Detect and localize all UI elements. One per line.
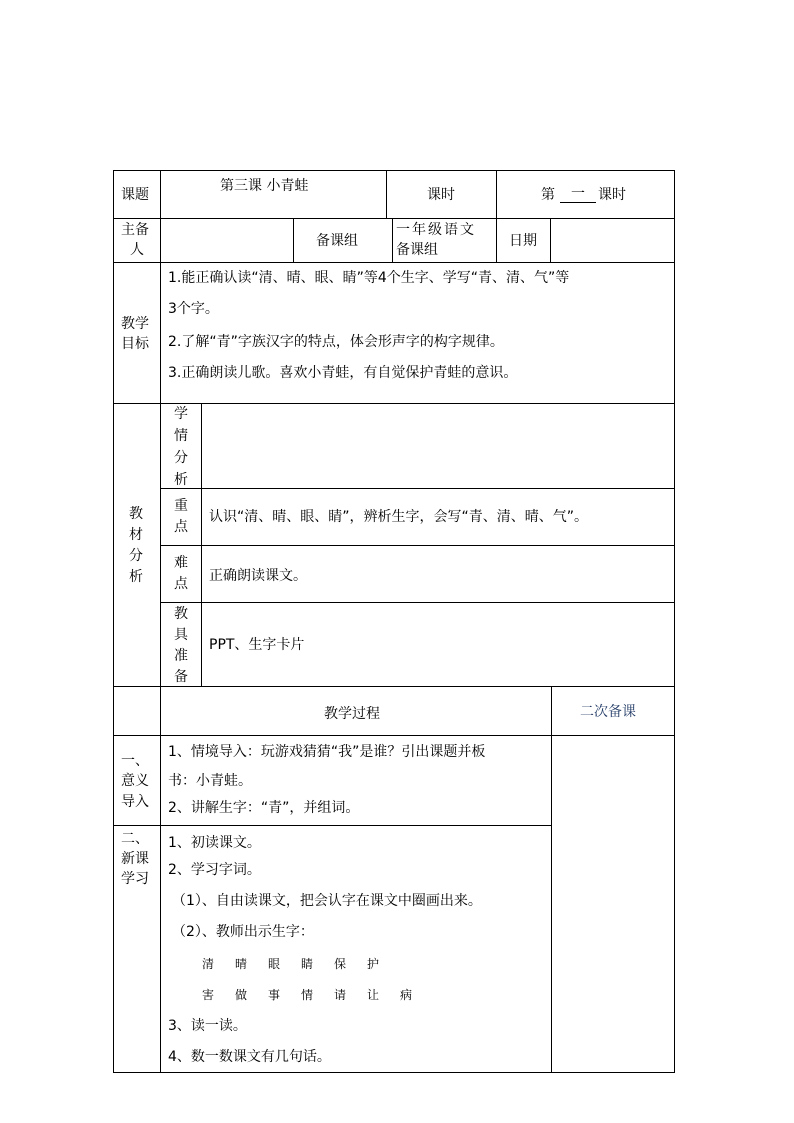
goals-label: 教学 bbox=[121, 316, 149, 332]
char: 情 bbox=[301, 988, 314, 1002]
student-analysis-label: 分 bbox=[174, 450, 188, 466]
step2-line: （1）、自由读课文，把会认字在课文中圈画出来。 bbox=[172, 893, 482, 909]
step1-label: 导入 bbox=[121, 794, 149, 810]
key-point-label: 点 bbox=[174, 519, 188, 535]
column-divider bbox=[551, 686, 552, 1073]
char: 护 bbox=[367, 957, 380, 971]
difficult-point-value: 正确朗读课文。 bbox=[209, 568, 307, 584]
lead-label: 主备 bbox=[121, 222, 149, 238]
step2-line: 2、学习字词。 bbox=[168, 862, 261, 878]
step2-line: 3、读一读。 bbox=[168, 1018, 247, 1034]
char-row-2 bbox=[202, 986, 433, 1003]
row-divider bbox=[113, 218, 675, 219]
tools-label: 准 bbox=[174, 648, 188, 664]
row-divider bbox=[113, 262, 675, 263]
date-label: 日期 bbox=[509, 233, 537, 249]
char: 病 bbox=[400, 988, 413, 1002]
lead-label-cont: 人 bbox=[130, 242, 144, 258]
row-divider bbox=[160, 545, 675, 546]
column-divider bbox=[386, 170, 387, 218]
process-header: 教学过程 bbox=[324, 706, 380, 722]
column-divider bbox=[293, 218, 294, 262]
key-point-label: 重 bbox=[174, 498, 188, 514]
group-value-cont: 备课组 bbox=[396, 242, 438, 258]
step1-label: 意义 bbox=[121, 773, 149, 789]
analysis-label: 析 bbox=[129, 569, 143, 585]
tools-label: 备 bbox=[174, 669, 188, 685]
row-divider bbox=[113, 403, 675, 404]
difficult-point-label: 难 bbox=[174, 555, 188, 571]
period-prefix: 第 bbox=[541, 187, 555, 203]
second-prep-header: 二次备课 bbox=[580, 704, 636, 720]
column-divider bbox=[160, 170, 161, 1073]
column-divider bbox=[550, 218, 551, 262]
char: 请 bbox=[334, 988, 347, 1002]
char: 事 bbox=[268, 988, 281, 1002]
char: 睛 bbox=[301, 957, 314, 971]
char: 让 bbox=[367, 988, 380, 1002]
row-divider bbox=[160, 488, 675, 489]
period-suffix: 课时 bbox=[598, 187, 626, 203]
analysis-label: 教 bbox=[129, 506, 143, 522]
goal-1-cont: 3个字。 bbox=[168, 301, 219, 317]
analysis-label: 分 bbox=[129, 548, 143, 564]
char: 清 bbox=[202, 957, 215, 971]
char: 害 bbox=[202, 988, 215, 1002]
goal-2: 2.了解“青”字族汉字的特点，体会形声字的构字规律。 bbox=[168, 334, 504, 350]
student-analysis-label: 情 bbox=[174, 428, 188, 444]
step2-label: 二、 bbox=[121, 831, 149, 847]
step2-line: 4、数一数课文有几句话。 bbox=[168, 1049, 331, 1065]
char: 眼 bbox=[268, 957, 281, 971]
tools-label: 具 bbox=[174, 627, 188, 643]
period-label: 课时 bbox=[427, 187, 455, 203]
char: 做 bbox=[235, 988, 248, 1002]
student-analysis-label: 学 bbox=[174, 406, 188, 422]
char: 保 bbox=[334, 957, 347, 971]
column-divider bbox=[201, 403, 202, 686]
row-divider bbox=[113, 686, 675, 687]
topic-label: 课题 bbox=[121, 187, 149, 203]
step1-line: 书：小青蛙。 bbox=[168, 773, 252, 789]
goal-1: 1.能正确认读“清、晴、眼、睛”等4个生字、学写“青、清、气”等 bbox=[168, 270, 570, 286]
table-border-right bbox=[674, 170, 675, 1073]
period-number: 一 bbox=[560, 185, 596, 203]
tools-value: PPT、生字卡片 bbox=[209, 637, 305, 653]
row-divider bbox=[160, 602, 675, 603]
column-divider bbox=[496, 170, 497, 218]
char-row-1 bbox=[202, 955, 400, 972]
column-divider bbox=[392, 218, 393, 262]
step1-line: 1、情境导入：玩游戏猜猜“我”是谁？引出课题并板 bbox=[168, 744, 486, 760]
analysis-label: 材 bbox=[129, 527, 143, 543]
group-value: 一年级语文 bbox=[396, 222, 476, 238]
goal-3: 3.正确朗读儿歌。喜欢小青蛙，有自觉保护青蛙的意识。 bbox=[168, 365, 518, 381]
char: 晴 bbox=[235, 957, 248, 971]
step1-label: 一、 bbox=[121, 753, 149, 769]
step2-line: 1、初读课文。 bbox=[168, 835, 261, 851]
goals-label-cont: 目标 bbox=[121, 336, 149, 352]
step2-label: 学习 bbox=[121, 871, 149, 887]
step2-line: （2）、教师出示生字： bbox=[172, 924, 314, 940]
student-analysis-label: 析 bbox=[174, 472, 188, 488]
difficult-point-label: 点 bbox=[174, 576, 188, 592]
step1-line: 2、讲解生字：“青”，并组词。 bbox=[168, 800, 360, 816]
step2-label: 新课 bbox=[121, 851, 149, 867]
row-divider bbox=[113, 735, 675, 736]
tools-label: 教 bbox=[174, 606, 188, 622]
column-divider bbox=[496, 218, 497, 262]
row-divider bbox=[113, 825, 551, 826]
topic-value: 第三课 小青蛙 bbox=[220, 178, 309, 194]
group-label: 备课组 bbox=[316, 233, 358, 249]
table-border-top bbox=[113, 170, 675, 171]
table-border-bottom bbox=[113, 1072, 675, 1073]
key-point-value: 认识“清、晴、眼、睛”，辨析生字，会写“青、清、晴、气”。 bbox=[209, 509, 589, 525]
table-border-left bbox=[113, 170, 114, 1073]
